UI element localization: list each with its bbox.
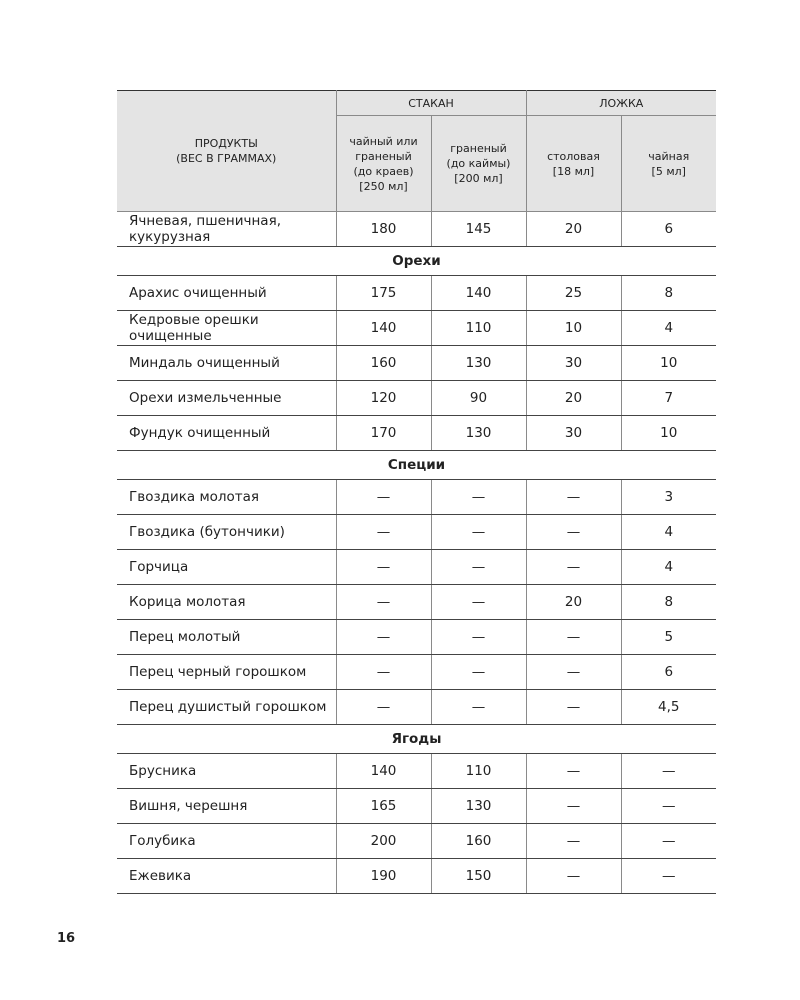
teaspoon-value: 3 bbox=[621, 480, 716, 515]
header-tablespoon: столовая [18 мл] bbox=[526, 116, 621, 212]
header-spoon: ЛОЖКА bbox=[526, 91, 716, 116]
faceted-glass-value: — bbox=[431, 690, 526, 725]
faceted-glass-value: — bbox=[431, 585, 526, 620]
section-title: Ягоды bbox=[117, 725, 716, 754]
tea-glass-value: — bbox=[336, 690, 431, 725]
faceted-glass-value: 130 bbox=[431, 346, 526, 381]
header-tea-glass: чайный или граненый (до краев) [250 мл] bbox=[336, 116, 431, 212]
table-row bbox=[117, 416, 716, 451]
table-row bbox=[117, 550, 716, 585]
header-products: ПРОДУКТЫ (ВЕС В ГРАММАХ) bbox=[117, 91, 336, 212]
product-name: Гвоздика (бутончики) bbox=[117, 515, 336, 550]
teaspoon-value: 8 bbox=[621, 585, 716, 620]
tablespoon-value: — bbox=[526, 824, 621, 859]
teaspoon-value: — bbox=[621, 824, 716, 859]
teaspoon-value: 6 bbox=[621, 212, 716, 247]
tea-glass-value: 140 bbox=[336, 754, 431, 789]
faceted-glass-value: 145 bbox=[431, 212, 526, 247]
faceted-glass-value: 110 bbox=[431, 311, 526, 346]
tea-glass-value: — bbox=[336, 585, 431, 620]
product-name: Арахис очищенный bbox=[117, 276, 336, 311]
tea-glass-value: 175 bbox=[336, 276, 431, 311]
table-row bbox=[117, 824, 716, 859]
tablespoon-value: — bbox=[526, 655, 621, 690]
product-name: Перец черный горошком bbox=[117, 655, 336, 690]
teaspoon-value: 7 bbox=[621, 381, 716, 416]
section-title: Орехи bbox=[117, 247, 716, 276]
tea-glass-value: 200 bbox=[336, 824, 431, 859]
table-row bbox=[117, 381, 716, 416]
faceted-glass-value: 130 bbox=[431, 416, 526, 451]
tablespoon-value: 30 bbox=[526, 416, 621, 451]
faceted-glass-value: 90 bbox=[431, 381, 526, 416]
faceted-glass-value: 140 bbox=[431, 276, 526, 311]
teaspoon-value: 10 bbox=[621, 416, 716, 451]
tea-glass-value: 165 bbox=[336, 789, 431, 824]
section-row bbox=[117, 451, 716, 480]
product-name: Ежевика bbox=[117, 859, 336, 894]
product-name: Перец молотый bbox=[117, 620, 336, 655]
table-row bbox=[117, 585, 716, 620]
faceted-glass-value: — bbox=[431, 550, 526, 585]
faceted-glass-value: — bbox=[431, 515, 526, 550]
tablespoon-value: — bbox=[526, 550, 621, 585]
product-name: Перец душистый горошком bbox=[117, 690, 336, 725]
teaspoon-value: 4,5 bbox=[621, 690, 716, 725]
tea-glass-value: 120 bbox=[336, 381, 431, 416]
teaspoon-value: 5 bbox=[621, 620, 716, 655]
tablespoon-value: — bbox=[526, 754, 621, 789]
tablespoon-value: 20 bbox=[526, 585, 621, 620]
product-name: Кедровые орешки очищенные bbox=[117, 311, 336, 346]
product-name: Вишня, черешня bbox=[117, 789, 336, 824]
product-name: Корица молотая bbox=[117, 585, 336, 620]
faceted-glass-value: — bbox=[431, 620, 526, 655]
product-name: Брусника bbox=[117, 754, 336, 789]
tea-glass-value: 170 bbox=[336, 416, 431, 451]
tablespoon-value: 25 bbox=[526, 276, 621, 311]
table-row bbox=[117, 515, 716, 550]
tablespoon-value: 20 bbox=[526, 381, 621, 416]
header-glass: СТАКАН bbox=[336, 91, 526, 116]
tea-glass-value: 190 bbox=[336, 859, 431, 894]
tablespoon-value: 20 bbox=[526, 212, 621, 247]
tablespoon-value: — bbox=[526, 515, 621, 550]
table-body bbox=[117, 212, 716, 894]
teaspoon-value: 6 bbox=[621, 655, 716, 690]
product-name: Горчица bbox=[117, 550, 336, 585]
product-name: Миндаль очищенный bbox=[117, 346, 336, 381]
teaspoon-value: 4 bbox=[621, 550, 716, 585]
tablespoon-value: — bbox=[526, 789, 621, 824]
tea-glass-value: — bbox=[336, 515, 431, 550]
tea-glass-value: — bbox=[336, 655, 431, 690]
table-row bbox=[117, 346, 716, 381]
tea-glass-value: — bbox=[336, 620, 431, 655]
tea-glass-value: 140 bbox=[336, 311, 431, 346]
table-row bbox=[117, 276, 716, 311]
teaspoon-value: 4 bbox=[621, 515, 716, 550]
product-name: Фундук очищенный bbox=[117, 416, 336, 451]
faceted-glass-value: 150 bbox=[431, 859, 526, 894]
faceted-glass-value: 110 bbox=[431, 754, 526, 789]
table-row bbox=[117, 212, 716, 247]
product-name: Орехи измельченные bbox=[117, 381, 336, 416]
page-number: 16 bbox=[57, 931, 76, 946]
table-row bbox=[117, 754, 716, 789]
faceted-glass-value: 130 bbox=[431, 789, 526, 824]
teaspoon-value: — bbox=[621, 859, 716, 894]
section-title: Специи bbox=[117, 451, 716, 480]
table-row bbox=[117, 480, 716, 515]
tablespoon-value: 10 bbox=[526, 311, 621, 346]
tablespoon-value: — bbox=[526, 480, 621, 515]
faceted-glass-value: 160 bbox=[431, 824, 526, 859]
teaspoon-value: — bbox=[621, 754, 716, 789]
table-row bbox=[117, 690, 716, 725]
product-name: Гвоздика молотая bbox=[117, 480, 336, 515]
product-name: Ячневая, пшеничная, кукурузная bbox=[117, 212, 336, 247]
tablespoon-value: — bbox=[526, 690, 621, 725]
teaspoon-value: 4 bbox=[621, 311, 716, 346]
table-row bbox=[117, 620, 716, 655]
table-row bbox=[117, 655, 716, 690]
section-row bbox=[117, 247, 716, 276]
table-row bbox=[117, 789, 716, 824]
tea-glass-value: 180 bbox=[336, 212, 431, 247]
measures-table bbox=[117, 90, 716, 894]
header-teaspoon: чайная [5 мл] bbox=[621, 116, 716, 212]
tea-glass-value: 160 bbox=[336, 346, 431, 381]
tablespoon-value: — bbox=[526, 859, 621, 894]
table-row bbox=[117, 311, 716, 346]
header-faceted-glass: граненый (до каймы) [200 мл] bbox=[431, 116, 526, 212]
product-name: Голубика bbox=[117, 824, 336, 859]
faceted-glass-value: — bbox=[431, 480, 526, 515]
table-row bbox=[117, 859, 716, 894]
teaspoon-value: — bbox=[621, 789, 716, 824]
tea-glass-value: — bbox=[336, 480, 431, 515]
tablespoon-value: 30 bbox=[526, 346, 621, 381]
faceted-glass-value: — bbox=[431, 655, 526, 690]
tea-glass-value: — bbox=[336, 550, 431, 585]
teaspoon-value: 8 bbox=[621, 276, 716, 311]
section-row bbox=[117, 725, 716, 754]
teaspoon-value: 10 bbox=[621, 346, 716, 381]
tablespoon-value: — bbox=[526, 620, 621, 655]
